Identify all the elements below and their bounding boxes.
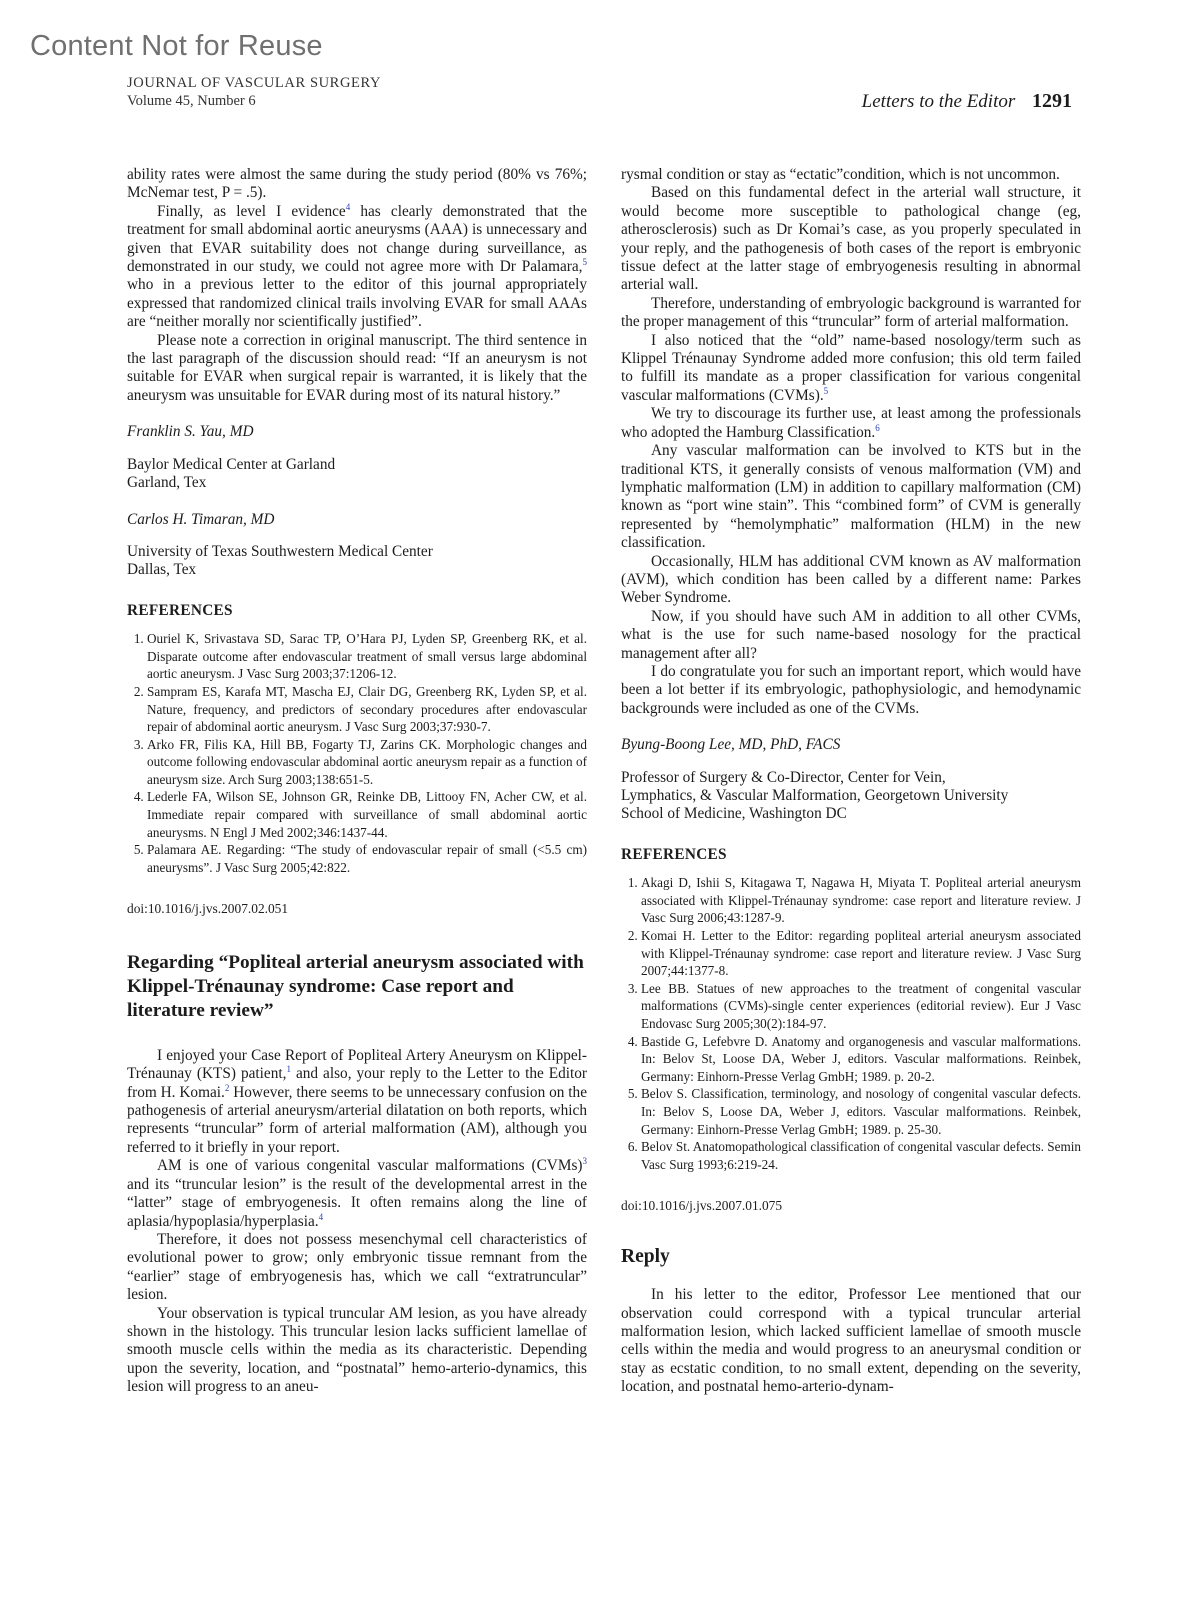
paragraph: rysmal condition or stay as “ectatic”condition, which is not uncommon.: [621, 166, 1060, 183]
paragraph: I also noticed that the “old” name-based nosology/term such as Klippel Trénaunay Syndrome added more confusion; this old term failed to fulfill its mandate as a proper classification for various congenital vascular malformations (CVMs).$^5$: [621, 331, 1081, 404]
reference-item: 5. Palamara AE. Regarding: “The study of endovascular repair of small (<5.5 cm) aneurysms”. J Vasc Surg 2005;42:822.: [147, 841, 587, 876]
author-affiliation: University of Texas Southwestern Medical Center Dallas, Tex: [127, 542, 433, 579]
references-heading: REFERENCES: [127, 601, 233, 619]
reference-item: 6. Belov St. Anatomopathological classification of congenital vascular defects. Semin Vasc Surg 1993;6:219-24.: [641, 1138, 1081, 1173]
journal-header: [127, 74, 381, 110]
paragraph: We try to discourage its further use, at least among the professionals who adopted the Hamburg Classification.$^6$: [621, 405, 1081, 441]
citation[interactable]: 1: [286, 1064, 291, 1075]
paragraph: In his letter to the editor, Professor Lee mentioned that our observation could correspond with a typical truncular arterial malformation lesion, which lacked sufficient lamellae of smooth muscle cells within the media and would progress to an aneurysmal condition or stay as ecstatic condition, to no small extent, depending on the severity, location, and postnatal hemo-arterio-dynam-: [621, 1286, 1081, 1396]
reference-item: 5. Belov S. Classification, terminology, and nosology of congenital vascular defects. In: Belov S, Loose DA, Weber J, editors. Vascular malformations. Reinbek, Germany: Einhorn-Presse Verlag GmbH; 1989. p. 25-30.: [641, 1085, 1081, 1138]
reference-item: 2. Sampram ES, Karafa MT, Mascha EJ, Clair DG, Greenberg RK, Lyden SP, et al. Nature, frequency, and predictors of secondary procedures after endovascular repair of abdominal aortic aneurysm. J Vasc Surg 2003;37:930-7.: [147, 683, 587, 736]
paragraph: Based on this fundamental defect in the arterial wall structure, it would become more susceptible to pathological change (eg, atherosclerosis) such as Dr Komai’s case, as you properly speculated in your reply, and the pathogenesis of both cases of the report is embryonic tissue defect at the latter stage of embryogenesis resulting in abnormal arterial wall.: [621, 184, 1081, 294]
left-column: [127, 166, 587, 1397]
paragraph: Therefore, understanding of embryologic background is warranted for the proper management of this “truncular” form of arterial malformation.: [621, 294, 1081, 331]
reference-item: 1. Ouriel K, Srivastava SD, Sarac TP, O’Hara PJ, Lyden SP, Greenberg RK, et al. Disparate outcome after endovascular treatment of small versus large abdominal aortic aneurysm. J Vasc Surg 2003;37:1206-12.: [147, 630, 587, 683]
page-number: 1291: [1032, 90, 1072, 112]
references-heading: REFERENCES: [621, 845, 727, 863]
author-name: Franklin S. Yau, MD: [127, 423, 254, 441]
reference-item: 4. Lederle FA, Wilson SE, Johnson GR, Reinke DB, Littooy FN, Acher CW, et al. Immediate repair compared with surveillance of small abdominal aortic aneurysms. N Engl J Med 2002;346:1437-44.: [147, 788, 587, 841]
reference-item: 3. Arko FR, Filis KA, Hill BB, Fogarty TJ, Zarins CK. Morphologic changes and outcome following endovascular abdominal aortic aneurysm repair as a function of aneurysm size. Arch Surg 2003;138:651-5.: [147, 736, 587, 789]
reference-list: [621, 874, 1081, 1173]
reference-item: 1. Akagi D, Ishii S, Kitagawa T, Nagawa H, Miyata T. Popliteal arterial aneurysm associated with Klippel-Trénaunay syndrome: case report and literature review. J Vasc Surg 2006;43:1287-9.: [641, 874, 1081, 927]
author-affiliation: Professor of Surgery & Co-Director, Center for Vein, Lymphatics, & Vascular Malformation, Georgetown University School of Medicine, Washington DC: [621, 768, 1009, 823]
paragraph: I do congratulate you for such an important report, which would have been a lot better if its embryologic, pathophysiologic, and hemodynamic backgrounds were included as one of the CVMs.: [621, 662, 1081, 717]
reference-item: 2. Komai H. Letter to the Editor: regarding popliteal arterial aneurysm associated with Klippel-Trénaunay syndrome: case report and literature review. J Vasc Surg 2007;44:1377-8.: [641, 927, 1081, 980]
citation[interactable]: 5: [823, 385, 829, 396]
doi[interactable]: doi:10.1016/j.jvs.2007.01.075: [621, 1198, 783, 1214]
running-header: [862, 90, 1072, 113]
paragraph: Your observation is typical truncular AM lesion, as you have already shown in the histology. This truncular lesion lacks sufficient lamellae of smooth muscle cells within the media as its characteristic. Depending upon the severity, location, and “postnatal” hemo-arterio-dynamics, this lesion will progress to an aneu-: [127, 1304, 587, 1396]
paragraph: Therefore, it does not possess mesenchymal cell characteristics of evolutional power to grow; only embryonic tissue remnant from the “earlier” stage of embryogenesis has, which we call “extratruncular” lesion.: [127, 1230, 587, 1304]
doi[interactable]: doi:10.1016/j.jvs.2007.02.051: [127, 901, 289, 917]
article-title: Regarding “Popliteal arterial aneurysm associated with Klippel-Trénaunay syndrome: Case report and literature review”: [127, 951, 584, 1021]
right-column: [621, 166, 1081, 1397]
paragraph: ability rates were almost the same during the study period (80% vs 76%; McNemar test, P = .5).: [127, 166, 587, 202]
paragraph: I enjoyed your Case Report of Popliteal Artery Aneurysm on Klippel-Trénaunay (KTS) patient,$^1$ and also, your reply to the Letter to the Editor from H. Komai.$^2$ However, there seems to be unnecessary confusion on the pathogenesis of arterial aneurysm/arterial dilatation on both reports, which represents “truncular” form of arterial malformation (AM), although you referred to it briefly in your report.: [127, 1046, 587, 1156]
paragraph: Finally, as level I evidence$^4$ has clearly demonstrated that the treatment for small abdominal aortic aneurysms (AAA) is unnecessary and given that EVAR suitability does not change during surveillance, as demonstrated in our study, we could not agree more with Dr Palamara,$^5$ who in a previous letter to the editor of this journal appropriately expressed that randomized clinical trails involving EVAR for small AAAs are “neither morally nor scientifically justified”.: [127, 201, 587, 331]
reference-list: [127, 630, 587, 876]
author-affiliation: Baylor Medical Center at Garland Garland, Tex: [127, 455, 336, 492]
citation[interactable]: 3: [582, 1156, 587, 1167]
paragraph: Now, if you should have such AM in addition to all other CVMs, what is the use for such name-based nosology for the practical management after all?: [621, 607, 1081, 662]
reply-heading: Reply: [621, 1245, 670, 1267]
paragraph: AM is one of various congenital vascular malformations (CVMs)$^3$ and its “truncular lesion” is the result of the developmental arrest in the “latter” stage of embryogenesis. It often remains along the line of aplasia/hypoplasia/hyperplasia.$^4$: [127, 1156, 587, 1230]
paragraph: Any vascular malformation can be involved to KTS but in the traditional KTS, it generally consists of venous malformation (VM) and lymphatic malformation (LM) in addition to capillary malformation (CM) known as “port wine stain”. This “combined form” of CVM is generally represented by “hemolymphatic” malformation (HLM) in the new classification.: [621, 442, 1081, 552]
reference-item: 4. Bastide G, Lefebvre D. Anatomy and organogenesis and vascular malformations. In: Belov St, Loose DA, Weber J, editors. Vascular malformations. Reinbek, Germany: Einhorn-Presse Verlag GmbH; 1989. p. 20-2.: [641, 1033, 1081, 1086]
citation[interactable]: 2: [224, 1082, 230, 1093]
watermark: Content Not for Reuse: [30, 30, 323, 62]
author-name: Carlos H. Timaran, MD: [127, 510, 275, 528]
citation[interactable]: 5: [582, 256, 587, 267]
volume-info: Volume 45, Number 6: [127, 93, 256, 109]
reference-item: 3. Lee BB. Statues of new approaches to the treatment of congenital vascular malformations (CVMs)-single center experiences (editorial review). Eur J Vasc Endovasc Surg 2005;30(2):184-97.: [641, 980, 1081, 1033]
citation[interactable]: 4: [318, 1211, 324, 1222]
citation[interactable]: 4: [345, 201, 351, 212]
citation[interactable]: 6: [875, 422, 880, 433]
paragraph: Occasionally, HLM has additional CVM known as AV malformation (AVM), which condition has been called by a different name: Parkes Weber Syndrome.: [621, 552, 1081, 607]
paragraph: Please note a correction in original manuscript. The third sentence in the last paragraph of the discussion should read: “If an aneurysm is not suitable for EVAR when surgical repair is warranted, it is likely that the aneurysm was unsuitable for EVAR during most of its natural history.”: [127, 331, 587, 404]
section-name: Letters to the Editor: [861, 91, 1016, 112]
journal-name: JOURNAL OF VASCULAR SURGERY: [127, 75, 382, 91]
author-name: Byung-Boong Lee, MD, PhD, FACS: [621, 736, 841, 754]
